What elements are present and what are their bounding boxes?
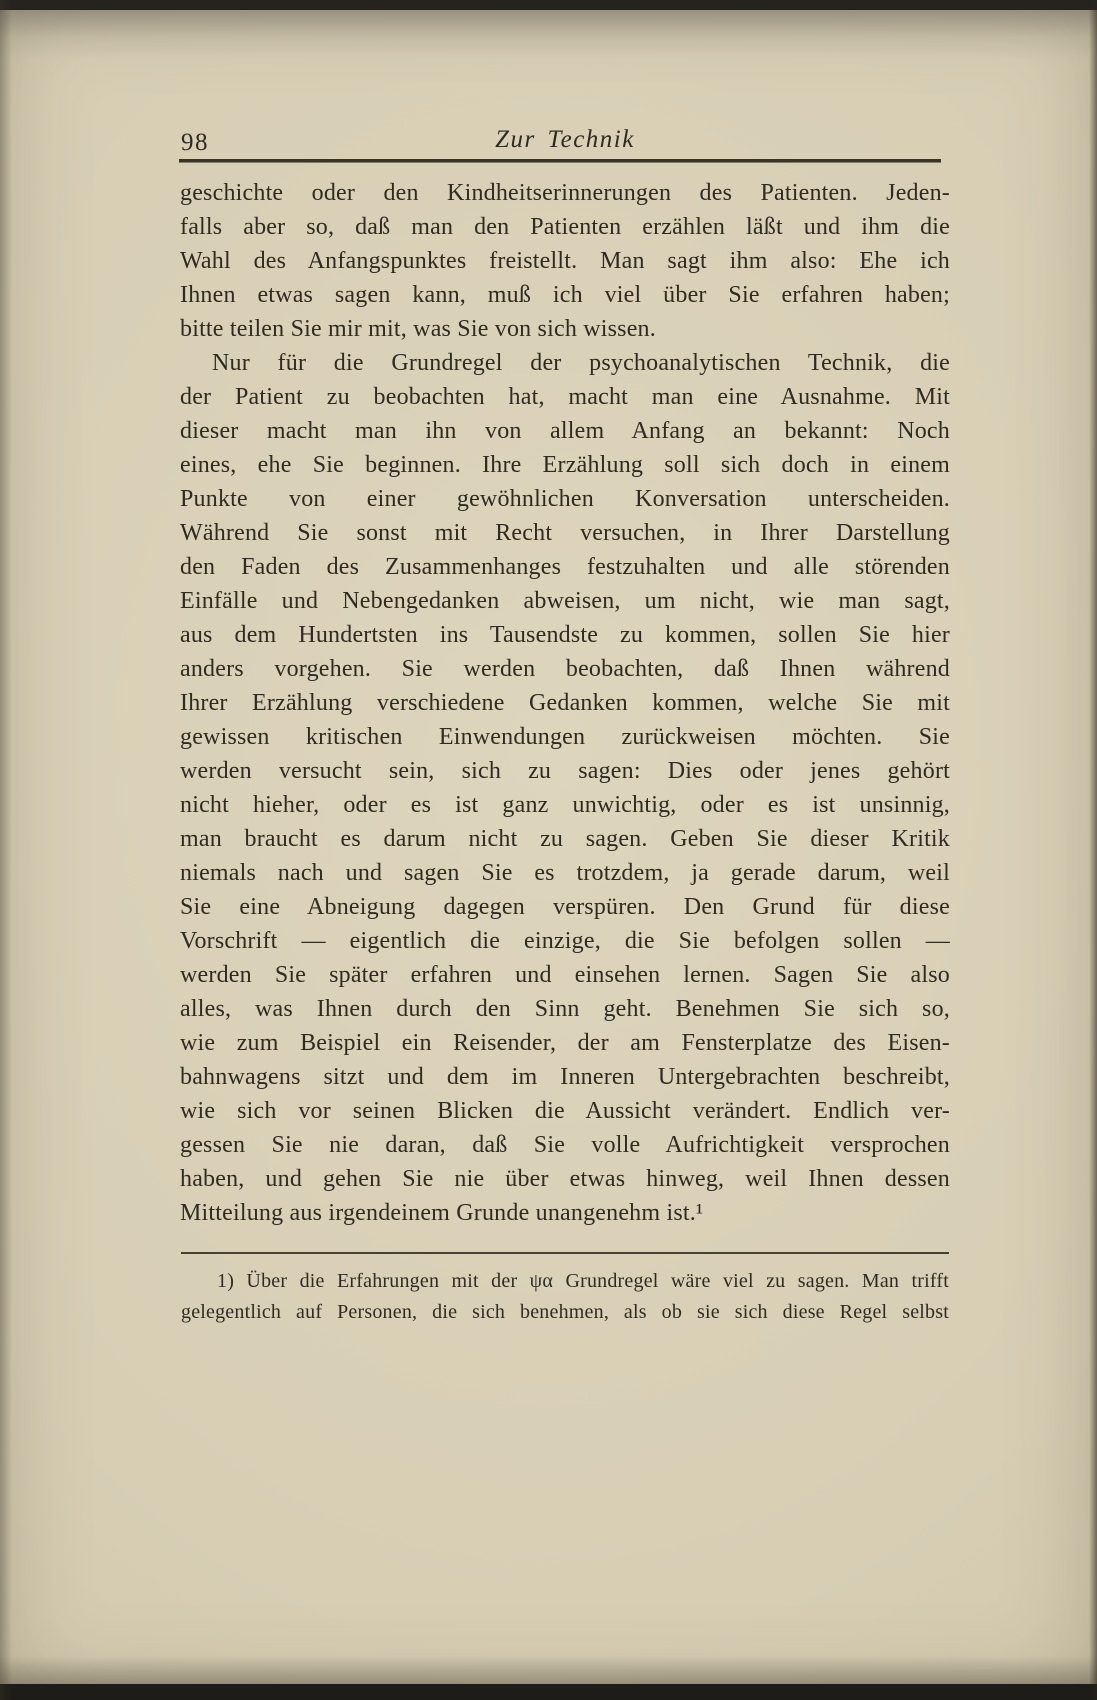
scan-edge-right (1089, 0, 1097, 1700)
text-line: haben, und gehen Sie nie über etwas hinweg, weil Ihnen dessen (180, 1166, 950, 1192)
scan-shadow-bottom (0, 1656, 1097, 1684)
text-line: wie sich vor seinen Blicken die Aussicht verändert. Endlich ver- (180, 1098, 950, 1124)
text-line: niemals nach und sagen Sie es trotzdem, ja gerade darum, weil (180, 860, 950, 886)
text-line: gewissen kritischen Einwendungen zurückweisen möchten. Sie (180, 724, 950, 750)
text-line: gessen Sie nie daran, daß Sie volle Aufrichtigkeit versprochen (180, 1132, 950, 1158)
text-line: Punkte von einer gewöhnlichen Konversation unterscheiden. (180, 486, 950, 512)
text-line: Wahl des Anfangspunktes freistellt. Man sagt ihm also: Ehe ich (180, 248, 950, 274)
text-line: dieser macht man ihn von allem Anfang an bekannt: Noch (180, 418, 950, 444)
page-number: 98 (181, 129, 209, 156)
text-line: bitte teilen Sie mir mit, was Sie von sich wissen. (180, 316, 656, 342)
text-line: falls aber so, daß man den Patienten erzählen läßt und ihm die (180, 214, 950, 240)
text-line: aus dem Hundertsten ins Tausendste zu kommen, sollen Sie hier (180, 622, 950, 648)
text-line: Während Sie sonst mit Recht versuchen, in Ihrer Darstellung (180, 520, 950, 546)
text-line: Nur für die Grundregel der psychoanalytischen Technik, die (212, 350, 950, 376)
text-line: Ihrer Erzählung verschiedene Gedanken kommen, welche Sie mit (180, 690, 950, 716)
text-line: eines, ehe Sie beginnen. Ihre Erzählung soll sich doch in einem (180, 452, 950, 478)
scan-edge-top (0, 0, 1097, 10)
text-line: alles, was Ihnen durch den Sinn geht. Benehmen Sie sich so, (180, 996, 950, 1022)
text-line: nicht hieher, oder es ist ganz unwichtig, oder es ist unsinnig, (180, 792, 950, 818)
footnote-rule (181, 1252, 949, 1254)
body-text (180, 176, 950, 1230)
text-line: man braucht es darum nicht zu sagen. Geben Sie dieser Kritik (180, 826, 950, 852)
page-header (181, 126, 949, 160)
text-line: Mitteilung aus irgendeinem Grunde unangenehm ist.¹ (180, 1200, 704, 1226)
header-rule (179, 159, 941, 163)
text-line: Sie eine Abneigung dagegen verspüren. Den Grund für diese (180, 894, 950, 920)
running-title: Zur Technik (495, 126, 635, 153)
text-line: geschichte oder den Kindheitserinnerungen des Patienten. Jeden- (180, 180, 950, 206)
text-line: Ihnen etwas sagen kann, muß ich viel über Sie erfahren haben; (180, 282, 950, 308)
scan-shadow-top (0, 10, 1097, 60)
text-line: wie zum Beispiel ein Reisender, der am Fensterplatze des Eisen- (180, 1030, 950, 1056)
footnote-line: 1) Über die Erfahrungen mit der ψα Grundregel wäre viel zu sagen. Man trifft (217, 1270, 949, 1292)
text-line: werden Sie später erfahren und einsehen lernen. Sagen Sie also (180, 962, 950, 988)
text-line: Vorschrift — eigentlich die einzige, die Sie befolgen sollen — (180, 928, 950, 954)
text-line: Einfälle und Nebengedanken abweisen, um nicht, wie man sagt, (180, 588, 950, 614)
text-line: bahnwagens sitzt und dem im Inneren Untergebrachten beschreibt, (180, 1064, 950, 1090)
scan-edge-left (0, 0, 12, 1700)
scan-edge-bottom (0, 1684, 1097, 1700)
text-line: anders vorgehen. Sie werden beobachten, daß Ihnen während (180, 656, 950, 682)
text-line: den Faden des Zusammenhanges festzuhalten und alle störenden (180, 554, 950, 580)
footnote (181, 1266, 949, 1328)
footnote-line: gelegentlich auf Personen, die sich benehmen, als ob sie sich diese Regel selbst (181, 1301, 949, 1323)
text-line: der Patient zu beobachten hat, macht man eine Ausnahme. Mit (180, 384, 950, 410)
text-line: werden versucht sein, sich zu sagen: Dies oder jenes gehört (180, 758, 950, 784)
